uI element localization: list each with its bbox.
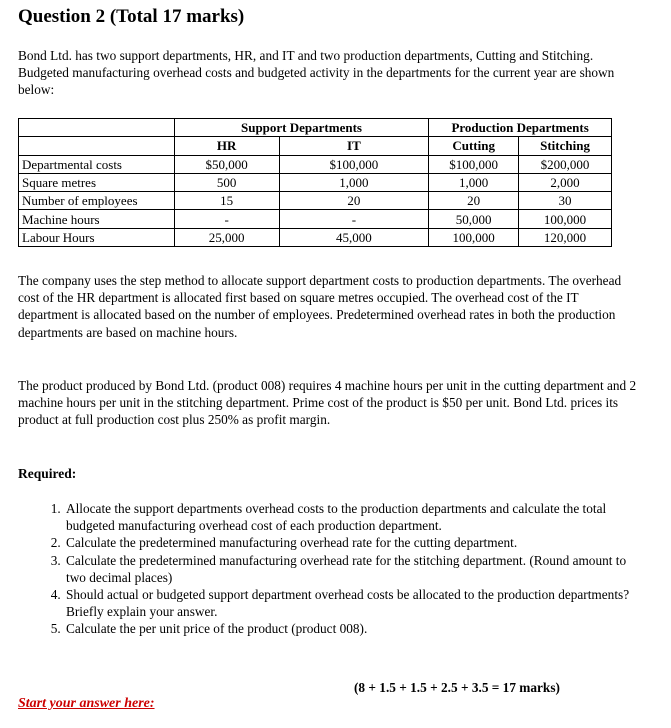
table-cell: $100,000 [429,155,519,173]
support-departments-header: Support Departments [174,119,428,137]
production-departments-header: Production Departments [429,119,612,137]
row-label: Square metres [19,173,175,191]
table-cell: 2,000 [519,173,612,191]
product-paragraph: The product produced by Bond Ltd. (product 008) requires 4 machine hours per unit in the cutting department and 2 machine hours per unit in the stitching department. Prime cost of the product is $50 per unit. Bond Ltd. prices its product at full production cost plus 250% as profit margin. [18,378,637,428]
list-item: 3. Calculate the predetermined manufacturing overhead rate for the stitching department. (Round amount to two decimal places) [64,552,644,586]
table-row [19,173,612,191]
table-cell: 20 [429,192,519,210]
table-corner-cell [19,119,175,137]
required-heading: Required: [18,466,77,481]
table-cell: 1,000 [279,173,429,191]
table-cell: 100,000 [429,228,519,246]
table-row [19,155,612,173]
list-item: 1. Allocate the support departments overhead costs to the production departments and calculate the total budgeted manufacturing overhead cost of each production department. [64,500,644,534]
table-cell: 25,000 [174,228,279,246]
row-label: Machine hours [19,210,175,228]
table-cell: 45,000 [279,228,429,246]
row-label: Number of employees [19,192,175,210]
table-cell: 20 [279,192,429,210]
table-cell: 120,000 [519,228,612,246]
list-item: 2. Calculate the predetermined manufacturing overhead rate for the cutting department. [64,534,644,551]
overhead-table [18,118,612,247]
table-cell: 100,000 [519,210,612,228]
column-header-cutting: Cutting [429,137,519,155]
table-row [19,192,612,210]
table-row [19,210,612,228]
column-header-it: IT [279,137,429,155]
column-header-hr: HR [174,137,279,155]
step-method-paragraph: The company uses the step method to allocate support department costs to production departments. The overhead cost of the HR department is allocated first based on square metres occupied. The overhead cost of the IT department is allocated based on the number of employees. Predetermined overhead rates in both the production departments are based on machine hours. [18,273,622,340]
question-title: Question 2 (Total 17 marks) [18,6,245,27]
row-label: Labour Hours [19,228,175,246]
table-blank-cell [19,137,175,155]
requirements-list [28,500,644,638]
list-item: 5. Calculate the per unit price of the product (product 008). [64,620,644,637]
table-cell: 1,000 [429,173,519,191]
table-cell: 30 [519,192,612,210]
table-cell: 15 [174,192,279,210]
table-cell: 500 [174,173,279,191]
table-cell: - [279,210,429,228]
start-answer-prompt[interactable]: Start your answer here: [18,696,155,711]
intro-paragraph: Bond Ltd. has two support departments, HR, and IT and two production departments, Cutting and Stitching. Budgeted manufacturing overhead costs and budgeted activity in the departments for the current year are shown below: [18,48,615,98]
table-row [19,228,612,246]
table-cell: 50,000 [429,210,519,228]
table-cell: - [174,210,279,228]
column-header-stitching: Stitching [519,137,612,155]
table-cell: $100,000 [279,155,429,173]
marks-breakdown: (8 + 1.5 + 1.5 + 2.5 + 3.5 = 17 marks) [354,680,560,695]
table-cell: $50,000 [174,155,279,173]
row-label: Departmental costs [19,155,175,173]
table-cell: $200,000 [519,155,612,173]
list-item: 4. Should actual or budgeted support department overhead costs be allocated to the production departments? Briefly explain your answer. [64,586,644,620]
